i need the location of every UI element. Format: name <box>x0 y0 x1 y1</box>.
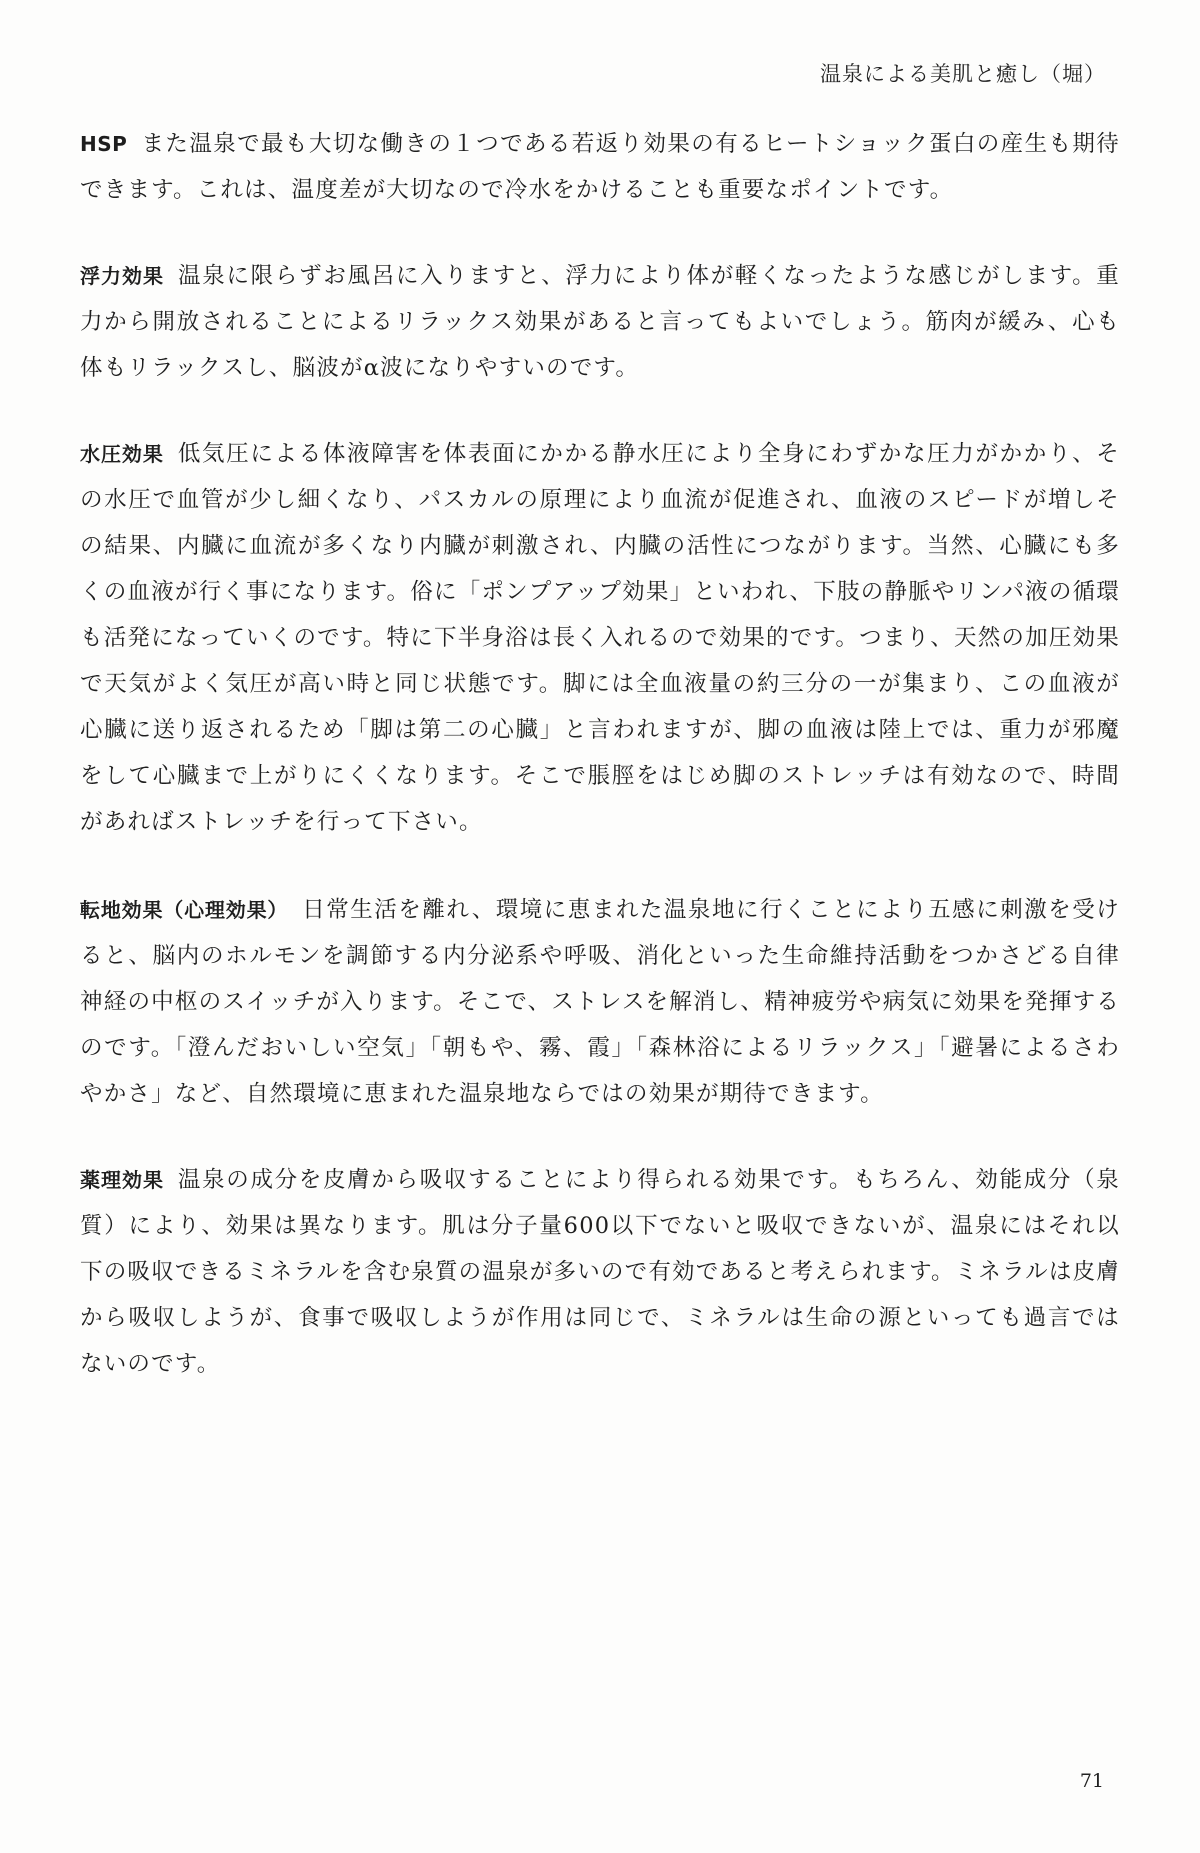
page-number: 71 <box>1079 1770 1104 1792</box>
section-buoyancy-effect <box>80 253 1120 391</box>
section-body: 温泉の成分を皮膚から吸収することにより得られる効果です。もちろん、効能成分（泉質）により、効果は異なります。肌は分子量600以下でないと吸収できないが、温泉にはそれ以下の吸収できるミネラルを含む泉質の温泉が多いので有効であると考えられます。ミネラルは皮膚から吸収しようが、食事で吸収しようが作用は同じで、ミネラルは生命の源といっても過言ではないのです。 <box>80 1167 1120 1377</box>
section-body: 日常生活を離れ、環境に恵まれた温泉地に行くことにより五感に刺激を受けると、脳内のホルモンを調節する内分泌系や呼吸、消化といった生命維持活動をつかさどる自律神経の中枢のスイッチが入ります。そこで、ストレスを解消し、精神疲労や病気に効果を発揮するのです。「澄んだおいしい空気」「朝もや、霧、霞」「森林浴によるリラックス」「避暑によるさわやかさ」など、自然環境に恵まれた温泉地ならではの効果が期待できます。 <box>80 897 1121 1107</box>
section-heading: 薬理効果 <box>80 1168 164 1192</box>
section-body: また温泉で最も大切な働きの１つである若返り効果の有るヒートショック蛋白の産生も期待できます。これは、温度差が大切なので冷水をかけることも重要なポイントです。 <box>80 131 1120 203</box>
section-heading: 水圧効果 <box>80 442 164 466</box>
section-heading: 転地効果（心理効果） <box>80 898 289 922</box>
section-water-pressure-effect <box>80 431 1120 845</box>
section-pharmacological-effect <box>80 1157 1120 1387</box>
section-body: 温泉に限らずお風呂に入りますと、浮力により体が軽くなったような感じがします。重力から開放されることによるリラックス効果があると言ってもよいでしょう。筋肉が緩み、心も体もリラックスし、脳波がα波になりやすいのです。 <box>80 263 1120 381</box>
section-hsp <box>80 121 1120 213</box>
section-heading: 浮力効果 <box>80 264 165 288</box>
running-header: 温泉による美肌と癒し（堀） <box>820 62 1106 86</box>
section-relocation-effect <box>80 887 1120 1117</box>
section-heading: HSP <box>80 132 128 156</box>
section-body: 低気圧による体液障害を体表面にかかる静水圧により全身にわずかな圧力がかかり、その水圧で血管が少し細くなり、パスカルの原理により血流が促進され、血液のスピードが増しその結果、内臓に血流が多くなり内臓が刺激され、内臓の活性につながります。当然、心臓にも多くの血液が行く事になります。俗に「ポンプアップ効果」といわれ、下肢の静脈やリンパ液の循環も活発になっていくのです。特に下半身浴は長く入れるので効果的です。つまり、天然の加圧効果で天気がよく気圧が高い時と同じ状態です。脚には全血液量の約三分の一が集まり、この血液が心臓に送り返されるため「脚は第二の心臓」と言われますが、脚の血液は陸上では、重力が邪魔をして心臓まで上がりにくくなります。そこで脹脛をはじめ脚のストレッチは有効なので、時間があればストレッチを行って下さい。 <box>80 441 1120 835</box>
